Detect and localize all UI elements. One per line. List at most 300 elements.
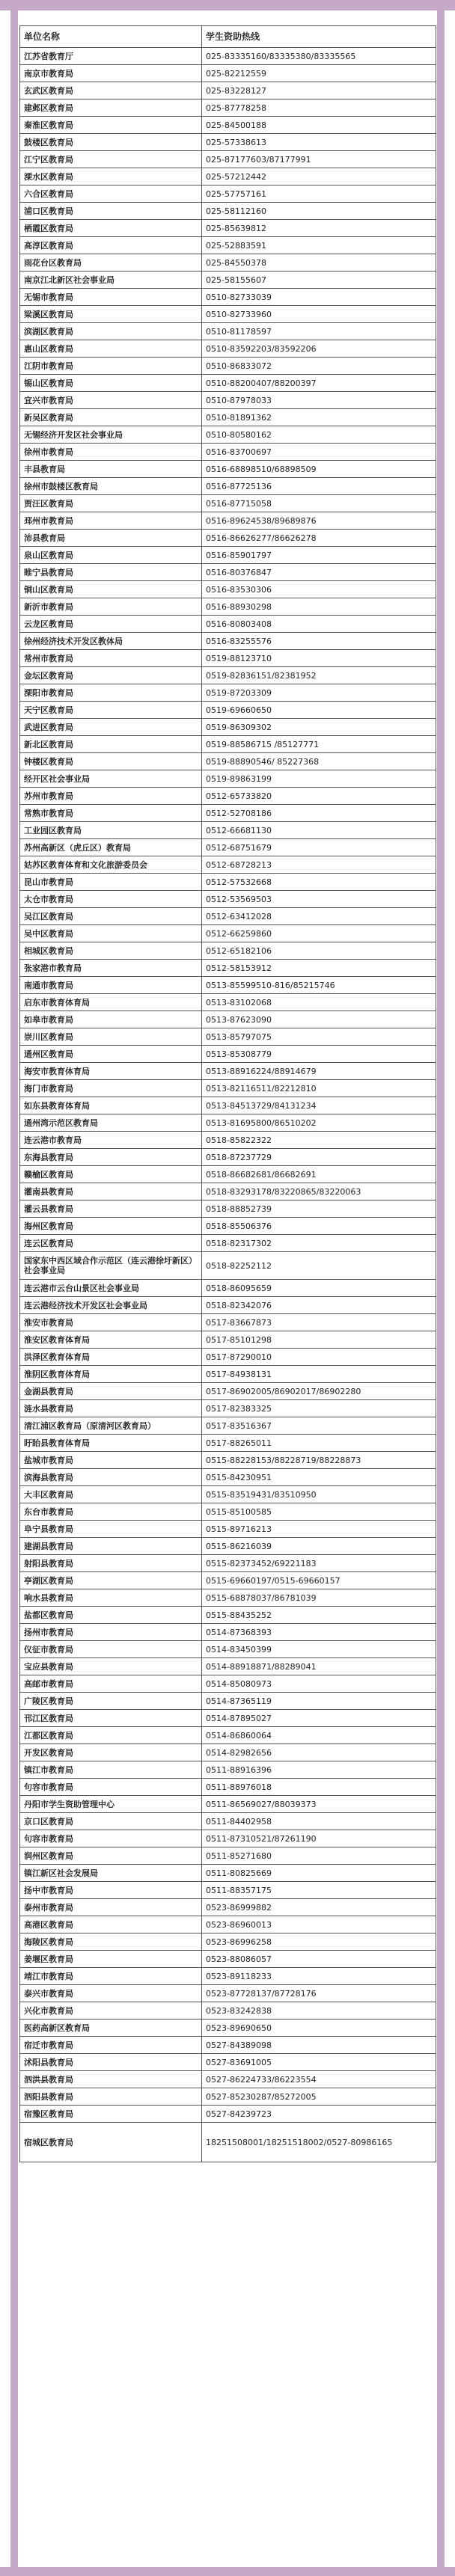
unit-name-cell: 徐州经济技术开发区教体局 xyxy=(20,633,202,650)
table-row xyxy=(20,1452,436,1469)
unit-name-cell: 广陵区教育局 xyxy=(20,1693,202,1710)
unit-name-cell: 滨海县教育局 xyxy=(20,1469,202,1486)
header-hotline: 学生资助热线 xyxy=(202,26,436,48)
hotline-cell: 0515-83519431/83510950 xyxy=(202,1486,436,1503)
table-row xyxy=(20,667,436,684)
hotline-cell: 0515-89716213 xyxy=(202,1521,436,1538)
table-row xyxy=(20,1028,436,1046)
table-row xyxy=(20,1080,436,1097)
left-border xyxy=(10,10,18,2567)
hotline-cell: 0514-87365119 xyxy=(202,1693,436,1710)
hotline-cell: 0512-57532668 xyxy=(202,874,436,891)
table-row xyxy=(20,289,436,306)
hotline-cell: 0515-84230951 xyxy=(202,1469,436,1486)
table-row xyxy=(20,1933,436,1951)
table-row xyxy=(20,1968,436,1985)
table-row xyxy=(20,1114,436,1132)
unit-name-cell: 南京江北新区社会事业局 xyxy=(20,272,202,289)
hotline-cell: 0514-88918871/88289041 xyxy=(202,1658,436,1675)
unit-name-cell: 灌云县教育局 xyxy=(20,1200,202,1218)
table-row xyxy=(20,1779,436,1796)
table-row xyxy=(20,1727,436,1744)
hotline-cell: 0518-86682681/86682691 xyxy=(202,1166,436,1183)
table-row xyxy=(20,1624,436,1641)
table-row xyxy=(20,770,436,788)
unit-name-cell: 淮阴区教育体育局 xyxy=(20,1366,202,1383)
unit-name-cell: 南京市教育局 xyxy=(20,65,202,82)
hotline-cell: 0523-86996258 xyxy=(202,1933,436,1951)
unit-name-cell: 句容市教育局 xyxy=(20,1830,202,1847)
hotline-cell: 025-83335160/83335380/83335565 xyxy=(202,48,436,65)
hotline-cell: 025-57212442 xyxy=(202,168,436,185)
table-row xyxy=(20,908,436,925)
table-row xyxy=(20,117,436,134)
table-row xyxy=(20,891,436,908)
unit-name-cell: 钟楼区教育局 xyxy=(20,753,202,770)
unit-name-cell: 阜宁县教育局 xyxy=(20,1521,202,1538)
hotline-cell: 0513-82116511/82212810 xyxy=(202,1080,436,1097)
unit-name-cell: 泗洪县教育局 xyxy=(20,2071,202,2088)
unit-name-cell: 昆山市教育局 xyxy=(20,874,202,891)
unit-name-cell: 盐城市教育局 xyxy=(20,1452,202,1469)
table-row xyxy=(20,2054,436,2071)
table-row xyxy=(20,1710,436,1727)
table-row xyxy=(20,1951,436,1968)
table-row xyxy=(20,237,436,254)
table-row xyxy=(20,1400,436,1417)
hotline-cell: 0513-85797075 xyxy=(202,1028,436,1046)
hotline-cell: 0515-86216039 xyxy=(202,1538,436,1555)
hotline-cell: 0512-63412028 xyxy=(202,908,436,925)
hotline-cell: 0510-80580162 xyxy=(202,426,436,444)
right-border xyxy=(437,10,445,2567)
table-row xyxy=(20,1589,436,1607)
unit-name-cell: 如皋市教育局 xyxy=(20,1011,202,1028)
hotline-cell: 0516-89624538/89689876 xyxy=(202,512,436,530)
unit-name-cell: 东海县教育局 xyxy=(20,1149,202,1166)
unit-name-cell: 泰兴市教育局 xyxy=(20,1985,202,2002)
table-row xyxy=(20,581,436,598)
table-row xyxy=(20,633,436,650)
unit-name-cell: 睢宁县教育局 xyxy=(20,564,202,581)
unit-name-cell: 医药高新区教育局 xyxy=(20,2020,202,2037)
unit-name-cell: 海陵区教育局 xyxy=(20,1933,202,1951)
hotline-cell: 0512-58153912 xyxy=(202,960,436,977)
hotline-cell: 0519-88890546/ 85227368 xyxy=(202,753,436,770)
unit-name-cell: 靖江市教育局 xyxy=(20,1968,202,1985)
unit-name-cell: 通州湾示范区教育局 xyxy=(20,1114,202,1132)
unit-name-cell: 宿迁市教育局 xyxy=(20,2037,202,2054)
table-row xyxy=(20,1383,436,1400)
hotline-cell: 18251508001/18251518002/0527-80986165 xyxy=(202,2123,436,2162)
table-row xyxy=(20,220,436,237)
table-row xyxy=(20,1641,436,1658)
hotline-cell: 0513-84513729/84131234 xyxy=(202,1097,436,1114)
unit-name-cell: 崇川区教育局 xyxy=(20,1028,202,1046)
hotline-cell: 0513-85308779 xyxy=(202,1046,436,1063)
hotline-cell: 025-84550378 xyxy=(202,254,436,272)
table-row xyxy=(20,1572,436,1589)
unit-name-cell: 宜兴市教育局 xyxy=(20,392,202,409)
table-row xyxy=(20,1899,436,1916)
hotline-cell: 0512-52708186 xyxy=(202,805,436,822)
unit-name-cell: 江苏省教育厅 xyxy=(20,48,202,65)
hotline-cell: 0519-89863199 xyxy=(202,770,436,788)
hotline-cell: 0515-88435252 xyxy=(202,1607,436,1624)
unit-name-cell: 相城区教育局 xyxy=(20,942,202,960)
hotline-cell: 0517-88265011 xyxy=(202,1435,436,1452)
document-content xyxy=(19,25,436,2162)
table-row xyxy=(20,2020,436,2037)
unit-name-cell: 如东县教育体育局 xyxy=(20,1097,202,1114)
unit-name-cell: 泗阳县教育局 xyxy=(20,2088,202,2106)
unit-name-cell: 溧阳市教育局 xyxy=(20,684,202,702)
table-row xyxy=(20,1796,436,1813)
table-row xyxy=(20,478,436,495)
table-row xyxy=(20,2106,436,2123)
hotline-cell: 0516-86626277/86626278 xyxy=(202,530,436,547)
unit-name-cell: 云龙区教育局 xyxy=(20,616,202,633)
hotline-cell: 0515-88228153/88228719/88228873 xyxy=(202,1452,436,1469)
table-row xyxy=(20,1469,436,1486)
hotline-cell: 0527-85230287/85272005 xyxy=(202,2088,436,2106)
hotline-cell: 0527-83691005 xyxy=(202,2054,436,2071)
hotline-cell: 0516-80803408 xyxy=(202,616,436,633)
unit-name-cell: 宝应县教育局 xyxy=(20,1658,202,1675)
hotline-cell: 0512-68751679 xyxy=(202,839,436,856)
unit-name-cell: 新北区教育局 xyxy=(20,736,202,753)
table-row xyxy=(20,2071,436,2088)
hotline-cell: 0516-85901797 xyxy=(202,547,436,564)
table-row xyxy=(20,358,436,375)
hotline-cell: 0518-88852739 xyxy=(202,1200,436,1218)
table-row xyxy=(20,1046,436,1063)
table-row xyxy=(20,1149,436,1166)
unit-name-cell: 连云港市云台山景区社会事业局 xyxy=(20,1280,202,1297)
hotline-cell: 0516-80376847 xyxy=(202,564,436,581)
unit-name-cell: 宿城区教育局 xyxy=(20,2123,202,2162)
unit-name-cell: 无锡市教育局 xyxy=(20,289,202,306)
table-row xyxy=(20,1865,436,1882)
table-row xyxy=(20,1314,436,1331)
unit-name-cell: 苏州市教育局 xyxy=(20,788,202,805)
table-row xyxy=(20,1693,436,1710)
hotline-cell: 025-57338613 xyxy=(202,134,436,151)
hotline-cell: 0516-83700697 xyxy=(202,444,436,461)
table-row xyxy=(20,272,436,289)
table-row xyxy=(20,994,436,1011)
table-row xyxy=(20,1985,436,2002)
hotline-cell: 0523-86960013 xyxy=(202,1916,436,1933)
hotline-cell: 0516-87715058 xyxy=(202,495,436,512)
table-row xyxy=(20,2002,436,2020)
unit-name-cell: 亭湖区教育局 xyxy=(20,1572,202,1589)
unit-name-cell: 泰州市教育局 xyxy=(20,1899,202,1916)
unit-name-cell: 贾汪区教育局 xyxy=(20,495,202,512)
table-row xyxy=(20,1882,436,1899)
unit-name-cell: 沛县教育局 xyxy=(20,530,202,547)
hotline-cell: 025-82212559 xyxy=(202,65,436,82)
subsidy-hotline-table xyxy=(19,25,436,2162)
table-row xyxy=(20,564,436,581)
hotline-cell: 0511-87310521/87261190 xyxy=(202,1830,436,1847)
hotline-cell: 0527-86224733/86223554 xyxy=(202,2071,436,2088)
hotline-cell: 0510-86833072 xyxy=(202,358,436,375)
table-row xyxy=(20,1349,436,1366)
table-row xyxy=(20,375,436,392)
unit-name-cell: 高淳区教育局 xyxy=(20,237,202,254)
hotline-cell: 025-58112160 xyxy=(202,203,436,220)
hotline-cell: 0514-85080973 xyxy=(202,1675,436,1693)
table-row xyxy=(20,753,436,770)
hotline-cell: 0512-65182106 xyxy=(202,942,436,960)
table-row xyxy=(20,185,436,203)
unit-name-cell: 江阴市教育局 xyxy=(20,358,202,375)
table-row xyxy=(20,48,436,65)
table-row xyxy=(20,1744,436,1761)
hotline-cell: 0518-85506376 xyxy=(202,1218,436,1235)
hotline-cell: 0511-86569027/88039373 xyxy=(202,1796,436,1813)
hotline-cell: 0511-84402958 xyxy=(202,1813,436,1830)
table-row xyxy=(20,1675,436,1693)
unit-name-cell: 南通市教育局 xyxy=(20,977,202,994)
hotline-cell: 0510-88200407/88200397 xyxy=(202,375,436,392)
table-row xyxy=(20,874,436,891)
unit-name-cell: 溧水区教育局 xyxy=(20,168,202,185)
unit-name-cell: 张家港市教育局 xyxy=(20,960,202,977)
table-row xyxy=(20,1503,436,1521)
hotline-cell: 0519-88586715 /85127771 xyxy=(202,736,436,753)
table-row xyxy=(20,1538,436,1555)
unit-name-cell: 盐都区教育局 xyxy=(20,1607,202,1624)
table-row xyxy=(20,1331,436,1349)
table-row xyxy=(20,839,436,856)
unit-name-cell: 响水县教育局 xyxy=(20,1589,202,1607)
table-row xyxy=(20,1435,436,1452)
top-border xyxy=(0,0,455,10)
table-row xyxy=(20,530,436,547)
unit-name-cell: 徐州市教育局 xyxy=(20,444,202,461)
unit-name-cell: 苏州高新区（虎丘区）教育局 xyxy=(20,839,202,856)
hotline-cell: 025-58155607 xyxy=(202,272,436,289)
hotline-cell: 0510-82733039 xyxy=(202,289,436,306)
hotline-cell: 0513-83102068 xyxy=(202,994,436,1011)
table-header-row xyxy=(20,26,436,48)
table-row xyxy=(20,1166,436,1183)
hotline-cell: 0517-87290010 xyxy=(202,1349,436,1366)
table-row xyxy=(20,1218,436,1235)
unit-name-cell: 梁溪区教育局 xyxy=(20,306,202,323)
table-row xyxy=(20,1830,436,1847)
hotline-cell: 025-52883591 xyxy=(202,237,436,254)
unit-name-cell: 金湖县教育局 xyxy=(20,1383,202,1400)
table-row xyxy=(20,2037,436,2054)
table-row xyxy=(20,1761,436,1779)
table-row xyxy=(20,1916,436,1933)
hotline-cell: 0518-82317302 xyxy=(202,1235,436,1252)
table-row xyxy=(20,1011,436,1028)
hotline-cell: 0523-86999882 xyxy=(202,1899,436,1916)
hotline-cell: 0517-85101298 xyxy=(202,1331,436,1349)
table-row xyxy=(20,788,436,805)
unit-name-cell: 高港区教育局 xyxy=(20,1916,202,1933)
table-row xyxy=(20,650,436,667)
hotline-cell: 0511-88976018 xyxy=(202,1779,436,1796)
table-row xyxy=(20,1366,436,1383)
unit-name-cell: 丹阳市学生资助管理中心 xyxy=(20,1796,202,1813)
unit-name-cell: 句容市教育局 xyxy=(20,1779,202,1796)
hotline-cell: 0514-87368393 xyxy=(202,1624,436,1641)
unit-name-cell: 东台市教育局 xyxy=(20,1503,202,1521)
unit-name-cell: 吴中区教育局 xyxy=(20,925,202,942)
hotline-cell: 025-84500188 xyxy=(202,117,436,134)
unit-name-cell: 扬中市教育局 xyxy=(20,1882,202,1899)
hotline-cell: 0518-82342076 xyxy=(202,1297,436,1314)
unit-name-cell: 建湖县教育局 xyxy=(20,1538,202,1555)
unit-name-cell: 姜堰区教育局 xyxy=(20,1951,202,1968)
table-row xyxy=(20,547,436,564)
unit-name-cell: 新沂市教育局 xyxy=(20,598,202,616)
table-row xyxy=(20,1658,436,1675)
table-row xyxy=(20,409,436,426)
hotline-cell: 0519-82836151/82381952 xyxy=(202,667,436,684)
unit-name-cell: 淮安市教育局 xyxy=(20,1314,202,1331)
unit-name-cell: 建邺区教育局 xyxy=(20,99,202,117)
table-row xyxy=(20,805,436,822)
unit-name-cell: 鼓楼区教育局 xyxy=(20,134,202,151)
table-row xyxy=(20,616,436,633)
hotline-cell: 0517-82383325 xyxy=(202,1400,436,1417)
unit-name-cell: 仪征市教育局 xyxy=(20,1641,202,1658)
table-row xyxy=(20,306,436,323)
unit-name-cell: 涟水县教育局 xyxy=(20,1400,202,1417)
unit-name-cell: 洪泽区教育体育局 xyxy=(20,1349,202,1366)
hotline-cell: 025-57757161 xyxy=(202,185,436,203)
hotline-cell: 0516-87725136 xyxy=(202,478,436,495)
hotline-cell: 0513-81695800/86510202 xyxy=(202,1114,436,1132)
table-row xyxy=(20,1555,436,1572)
hotline-cell: 0513-87623090 xyxy=(202,1011,436,1028)
hotline-cell: 0517-84938131 xyxy=(202,1366,436,1383)
table-row xyxy=(20,822,436,839)
table-row xyxy=(20,254,436,272)
table-row xyxy=(20,426,436,444)
unit-name-cell: 姑苏区教育体育和文化旅游委员会 xyxy=(20,856,202,874)
table-row xyxy=(20,168,436,185)
unit-name-cell: 兴化市教育局 xyxy=(20,2002,202,2020)
unit-name-cell: 吴江区教育局 xyxy=(20,908,202,925)
table-row xyxy=(20,1183,436,1200)
unit-name-cell: 射阳县教育局 xyxy=(20,1555,202,1572)
hotline-cell: 0513-88916224/88914679 xyxy=(202,1063,436,1080)
hotline-cell: 0523-88086057 xyxy=(202,1951,436,1968)
hotline-cell: 0514-87895027 xyxy=(202,1710,436,1727)
hotline-cell: 0518-82252112 xyxy=(202,1252,436,1280)
hotline-cell: 0512-68728213 xyxy=(202,856,436,874)
hotline-cell: 0510-83592203/83592206 xyxy=(202,340,436,358)
unit-name-cell: 太仓市教育局 xyxy=(20,891,202,908)
unit-name-cell: 铜山区教育局 xyxy=(20,581,202,598)
hotline-cell: 0514-83450399 xyxy=(202,1641,436,1658)
hotline-cell: 0512-66259860 xyxy=(202,925,436,942)
table-row xyxy=(20,1486,436,1503)
unit-name-cell: 连云港经济技术开发区社会事业局 xyxy=(20,1297,202,1314)
unit-name-cell: 惠山区教育局 xyxy=(20,340,202,358)
unit-name-cell: 淮安区教育体育局 xyxy=(20,1331,202,1349)
table-row xyxy=(20,719,436,736)
hotline-cell: 0518-86095659 xyxy=(202,1280,436,1297)
hotline-cell: 0511-88357175 xyxy=(202,1882,436,1899)
hotline-cell: 0527-84239723 xyxy=(202,2106,436,2123)
table-row xyxy=(20,82,436,99)
table-row xyxy=(20,65,436,82)
unit-name-cell: 高邮市教育局 xyxy=(20,1675,202,1693)
hotline-cell: 0516-68898510/68898509 xyxy=(202,461,436,478)
unit-name-cell: 六合区教育局 xyxy=(20,185,202,203)
table-row xyxy=(20,1847,436,1865)
unit-name-cell: 扬州市教育局 xyxy=(20,1624,202,1641)
hotline-cell: 0513-85599510-816/85215746 xyxy=(202,977,436,994)
hotline-cell: 0517-83516367 xyxy=(202,1417,436,1435)
unit-name-cell: 海州区教育局 xyxy=(20,1218,202,1235)
unit-name-cell: 启东市教育体育局 xyxy=(20,994,202,1011)
unit-name-cell: 浦口区教育局 xyxy=(20,203,202,220)
hotline-cell: 0515-69660197/0515-69660157 xyxy=(202,1572,436,1589)
table-row xyxy=(20,1813,436,1830)
table-row xyxy=(20,340,436,358)
table-row xyxy=(20,1297,436,1314)
hotline-cell: 0512-66681130 xyxy=(202,822,436,839)
unit-name-cell: 江都区教育局 xyxy=(20,1727,202,1744)
hotline-cell: 0523-87728137/87728176 xyxy=(202,1985,436,2002)
hotline-cell: 0517-86902005/86902017/86902280 xyxy=(202,1383,436,1400)
table-row xyxy=(20,736,436,753)
table-row xyxy=(20,960,436,977)
hotline-cell: 0516-88930298 xyxy=(202,598,436,616)
unit-name-cell: 邳州市教育局 xyxy=(20,512,202,530)
hotline-cell: 0510-81178597 xyxy=(202,323,436,340)
table-row xyxy=(20,1063,436,1080)
unit-name-cell: 秦淮区教育局 xyxy=(20,117,202,134)
hotline-cell: 0518-83293178/83220865/83220063 xyxy=(202,1183,436,1200)
hotline-cell: 0518-87237729 xyxy=(202,1149,436,1166)
table-row xyxy=(20,2088,436,2106)
hotline-cell: 0515-85100585 xyxy=(202,1503,436,1521)
table-row xyxy=(20,977,436,994)
table-row xyxy=(20,151,436,168)
table-row xyxy=(20,942,436,960)
hotline-cell: 0510-87978033 xyxy=(202,392,436,409)
hotline-cell: 0519-88123710 xyxy=(202,650,436,667)
table-row xyxy=(20,1097,436,1114)
unit-name-cell: 武进区教育局 xyxy=(20,719,202,736)
unit-name-cell: 沭阳县教育局 xyxy=(20,2054,202,2071)
unit-name-cell: 江宁区教育局 xyxy=(20,151,202,168)
unit-name-cell: 灌南县教育局 xyxy=(20,1183,202,1200)
table-row xyxy=(20,1252,436,1280)
unit-name-cell: 镇江新区社会发展局 xyxy=(20,1865,202,1882)
hotline-cell: 0518-85822322 xyxy=(202,1132,436,1149)
hotline-cell: 0515-68878037/86781039 xyxy=(202,1589,436,1607)
table-row xyxy=(20,1417,436,1435)
unit-name-cell: 经开区社会事业局 xyxy=(20,770,202,788)
hotline-cell: 0517-83667873 xyxy=(202,1314,436,1331)
unit-name-cell: 泉山区教育局 xyxy=(20,547,202,564)
hotline-cell: 025-87778258 xyxy=(202,99,436,117)
hotline-cell: 0523-83242838 xyxy=(202,2002,436,2020)
hotline-cell: 0514-82982656 xyxy=(202,1744,436,1761)
unit-name-cell: 大丰区教育局 xyxy=(20,1486,202,1503)
